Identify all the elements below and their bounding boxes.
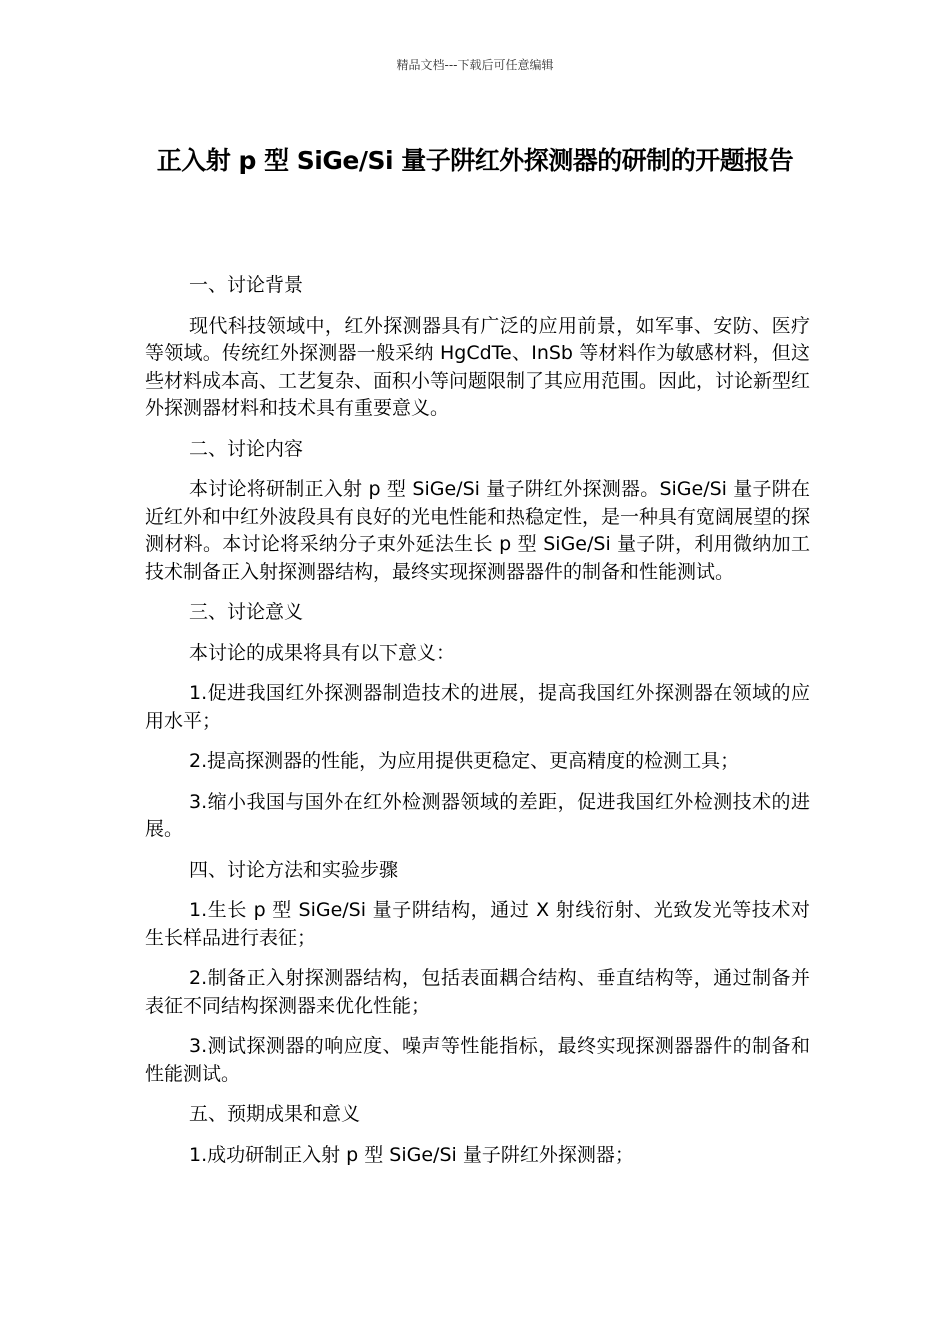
list-item: 3.测试探测器的响应度、噪声等性能指标，最终实现探测器器件的制备和性能测试。 <box>145 1035 810 1085</box>
section-heading: 四、讨论方法和实验步骤 <box>189 858 399 881</box>
list-item: 2.制备正入射探测器结构，包括表面耦合结构、垂直结构等，通过制备并表征不同结构探测器来优化性能； <box>145 967 810 1017</box>
list-item: 1.成功研制正入射 p 型 SiGe/Si 量子阱红外探测器； <box>189 1143 634 1166</box>
section-heading: 三、讨论意义 <box>189 601 304 623</box>
document-title: 正入射 p 型 SiGe/Si 量子阱红外探测器的研制的开题报告 <box>156 146 794 175</box>
list-item: 3.缩小我国与国外在红外检测器领域的差距，促进我国红外检测技术的进展。 <box>145 790 810 840</box>
paragraph: 现代科技领域中，红外探测器具有广泛的应用前景，如军事、安防、医疗等领域。传统红外探测器一般采纳 HgCdTe、InSb 等材料作为敏感材料，但这些材料成本高、工艺复杂、面积小等问题限制了其应用范围。因此，讨论新型红外探测器材料和技术具有重要意义。 <box>145 314 811 419</box>
document-body <box>145 272 810 1182</box>
paragraph: 本讨论的成果将具有以下意义： <box>189 641 456 664</box>
section-heading: 二、讨论内容 <box>189 437 304 460</box>
section-heading: 一、讨论背景 <box>189 274 304 296</box>
page-header: 精品文档---下载后可任意编辑 <box>396 58 554 72</box>
list-item: 1.促进我国红外探测器制造技术的进展，提高我国红外探测器在领域的应用水平； <box>145 682 810 732</box>
list-item: 1.生长 p 型 SiGe/Si 量子阱结构，通过 X 射线衍射、光致发光等技术对生长样品进行表征； <box>145 899 810 949</box>
section-heading: 五、预期成果和意义 <box>189 1103 361 1125</box>
list-item: 2.提高探测器的性能，为应用提供更稳定、更高精度的检测工具； <box>189 750 740 772</box>
paragraph: 本讨论将研制正入射 p 型 SiGe/Si 量子阱红外探测器。SiGe/Si 量子阱在近红外和中红外波段具有良好的光电性能和热稳定性，是一种具有宽阔展望的探测材料。本讨论将采纳分子束外延法生长 p 型 SiGe/Si 量子阱，利用微纳加工技术制备正入射探测器结构，最终实现探测器器件的制备和性能测试。 <box>145 478 811 583</box>
